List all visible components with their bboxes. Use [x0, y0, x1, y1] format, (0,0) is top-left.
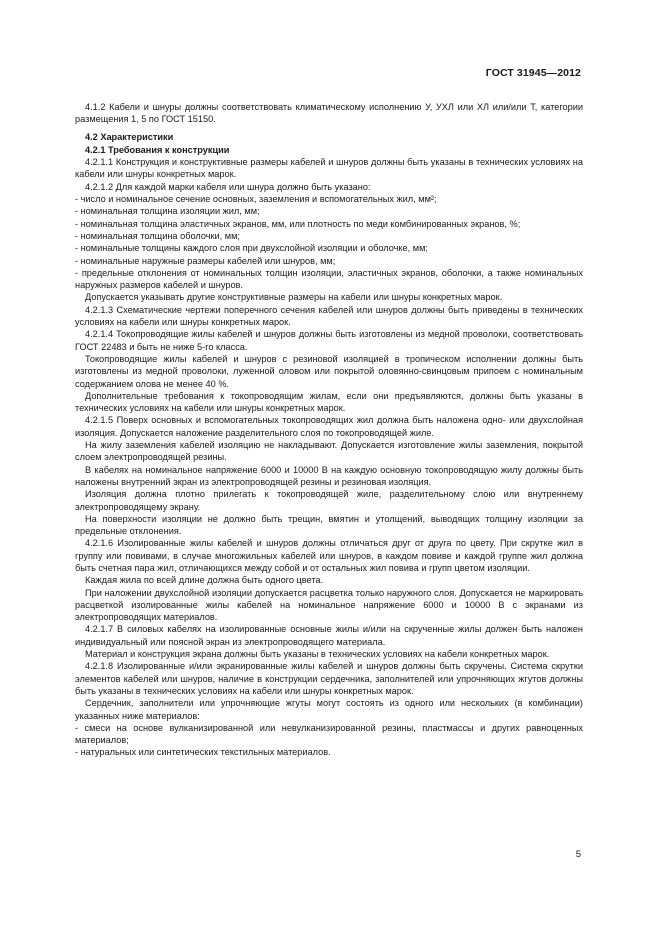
paragraph: Дополнительные требования к токопроводящим жилам, если они предъявляются, должны быть указаны в технических условиях на кабели или шнуры конкретных марок. — [75, 390, 583, 414]
list-item: - номинальные толщины каждого слоя при двухслойной изоляции и оболочке, мм; — [75, 243, 428, 254]
paragraph: Токопроводящие жилы кабелей и шнуров с резиновой изоляцией в тропическом исполнении должны быть изготовлены из медной проволоки, луженной оловом или покрытой оловянно-свинцовым припоем с номинальным содержанием олова не менее 40 %. — [75, 353, 583, 389]
paragraph-4-2-1-4: 4.2.1.4 Токопроводящие жилы кабелей и шнуров должны быть изготовлены из медной проволоки, соответствовать ГОСТ 22483 и быть не ниже 5-го класса. — [75, 329, 583, 352]
paragraph: На жилу заземления кабелей изоляцию не накладывают. Допускается изготовление жилы заземления, покрытой слоем электропроводящей резины. — [75, 440, 583, 463]
list-item: - смеси на основе вулканизированной или невулканизированной резины, пластмассы и других равноценных материалов; — [75, 722, 583, 746]
paragraph-4-2-1-2: 4.2.1.2 Для каждой марки кабеля или шнура должно быть указано: — [85, 181, 371, 192]
list-item: - число и номинальное сечение основных, заземления и вспомогательных жил, мм²; — [75, 194, 437, 205]
paragraph: На поверхности изоляции не должно быть трещин, вмятин и утолщений, выводящих толщину изоляции за предельные отклонения. — [75, 513, 583, 537]
list-item: - натуральных или синтетических текстильных материалов. — [75, 747, 331, 758]
paragraph: Сердечник, заполнители или упрочняющие жгуты могут состоять из одного или нескольких (в комбинации) указанных ниже материалов: — [75, 698, 583, 721]
paragraph: Допускается указывать другие конструктивные размеры на кабели или шнуры конкретных марок. — [85, 292, 503, 303]
paragraph-4-2-1-1: 4.2.1.1 Конструкция и конструктивные размеры кабелей и шнуров должны быть указаны в технических условиях на кабели или шнуры конкретных марок. — [75, 157, 583, 180]
list-item: - номинальные наружные размеры кабелей или шнуров, мм; — [75, 255, 336, 266]
list-item: - номинальная толщина изоляции жил, мм; — [75, 206, 260, 217]
paragraph: Изоляция должна плотно прилегать к токопроводящей жиле, разделительному слою или внутреннему электропроводящему экрану. — [75, 489, 583, 512]
paragraph-4-2-1-3: 4.2.1.3 Схематические чертежи поперечного сечения кабелей или шнуров должны быть приведены в технических условиях на кабели или шнуры конкретных марок. — [75, 304, 583, 328]
paragraph-4-1-2: 4.1.2 Кабели и шнуры должны соответствовать климатическому исполнению У, УХЛ или ХЛ или/или Т, категории размещения 1, 5 по ГОСТ 15150. — [75, 102, 583, 125]
paragraph: При наложении двухслойной изоляции допускается расцветка только наружного слоя. Допускается не маркировать расцветкой изолированные жилы кабелей на номинальное напряжение 6000 и 10000 В с экранами из электропроводящих материалов. — [75, 587, 583, 623]
list-item: - номинальная толщина оболочки, мм; — [75, 230, 240, 241]
page-number: 5 — [575, 849, 581, 860]
heading-4-2-1: 4.2.1 Требования к конструкции — [85, 144, 230, 155]
paragraph: Материал и конструкция экрана должны быть указаны в технических условиях на кабели конкретных марок. — [85, 649, 550, 660]
paragraph-4-2-1-6: 4.2.1.6 Изолированные жилы кабелей и шнуров должны отличаться друг от друга по цвету. При скрутке жил в группу или повивами, в случае многожильных кабелей или шнуров, в каждом повиве и каждой группе жил должна быть счетная пара жил, отличающихся между собой и от остальных жил повива и групп цветом изоляции. — [75, 538, 583, 573]
paragraph-4-2-1-8: 4.2.1.8 Изолированные и/или экранированные жилы кабелей и шнуров должны быть скручены. Система скрутки элементов кабелей или шнуров, наличие в конструкции сердечника, заполнителей или упрочняющих жгутов должны быть указаны в технических условиях на кабели или шнуры конкретных марок. — [75, 661, 583, 696]
list-item: - предельные отклонения от номинальных толщин изоляции, эластичных экранов, оболочки, а также номинальных наружных размеров кабелей и шнуров. — [75, 267, 583, 291]
paragraph-4-2-1-5: 4.2.1.5 Поверх основных и вспомогательных токопроводящих жил должна быть наложена одно- или двухслойная изоляция. Допускается наложение разделительного слоя по токопроводящей жиле. — [75, 415, 583, 438]
heading-4-2: 4.2 Характеристики — [85, 131, 174, 142]
document-code: ГОСТ 31945—2012 — [485, 67, 581, 79]
list-item: - номинальная толщина эластичных экранов, мм, или плотность по меди комбинированных экранов, %; — [75, 218, 521, 229]
paragraph: Каждая жила по всей длине должна быть одного цвета. — [85, 575, 324, 586]
document-body — [75, 101, 583, 759]
paragraph: В кабелях на номинальное напряжение 6000 и 10000 В на каждую основную токопроводящую жилу должны быть наложены внутренний экран из электропроводящей резины и резиновая изоляция. — [75, 464, 583, 487]
paragraph-4-2-1-7: 4.2.1.7 В силовых кабелях на изолированные основные жилы и/или на скрученные жилы должен быть наложен индивидуальный или поясной экран из электропроводящего материала. — [75, 624, 583, 647]
